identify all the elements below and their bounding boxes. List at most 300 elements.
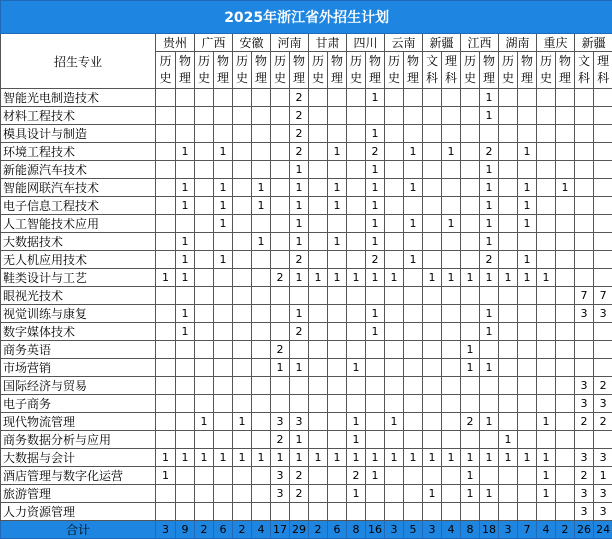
quota-cell bbox=[461, 233, 480, 251]
quota-cell: 3 bbox=[594, 395, 612, 413]
quota-cell: 1 bbox=[499, 269, 518, 287]
quota-cell: 1 bbox=[328, 197, 347, 215]
quota-cell bbox=[366, 107, 385, 125]
quota-cell bbox=[480, 125, 499, 143]
quota-cell: 1 bbox=[480, 413, 499, 431]
quota-cell: 1 bbox=[366, 305, 385, 323]
quota-cell: 1 bbox=[537, 449, 556, 467]
quota-cell bbox=[537, 161, 556, 179]
total-cell: 29 bbox=[290, 521, 309, 539]
quota-cell bbox=[156, 395, 176, 413]
quota-cell bbox=[233, 89, 252, 107]
table-row bbox=[1, 161, 612, 179]
subject-header: 理 科 bbox=[594, 52, 612, 89]
quota-cell bbox=[537, 215, 556, 233]
quota-cell bbox=[156, 251, 176, 269]
quota-cell: 2 bbox=[594, 413, 612, 431]
quota-cell bbox=[518, 287, 537, 305]
province-header: 甘肃 bbox=[309, 34, 347, 52]
quota-cell bbox=[537, 341, 556, 359]
quota-cell bbox=[309, 467, 328, 485]
quota-cell: 1 bbox=[480, 107, 499, 125]
quota-cell: 1 bbox=[347, 431, 366, 449]
quota-cell: 1 bbox=[252, 179, 271, 197]
quota-cell bbox=[366, 359, 385, 377]
quota-cell bbox=[156, 143, 176, 161]
quota-cell bbox=[233, 197, 252, 215]
quota-cell bbox=[156, 413, 176, 431]
quota-cell bbox=[347, 305, 366, 323]
quota-cell bbox=[499, 503, 518, 521]
quota-cell bbox=[233, 233, 252, 251]
quota-cell bbox=[404, 341, 423, 359]
quota-cell bbox=[309, 377, 328, 395]
quota-cell: 3 bbox=[271, 413, 290, 431]
quota-cell: 1 bbox=[461, 341, 480, 359]
total-row bbox=[1, 521, 612, 539]
quota-cell bbox=[537, 323, 556, 341]
quota-cell bbox=[518, 395, 537, 413]
major-name-cell: 鞋类设计与工艺 bbox=[1, 269, 156, 287]
quota-cell bbox=[575, 431, 594, 449]
quota-cell: 2 bbox=[461, 413, 480, 431]
quota-cell bbox=[156, 161, 176, 179]
quota-cell: 1 bbox=[366, 269, 385, 287]
quota-cell: 1 bbox=[214, 251, 233, 269]
quota-cell bbox=[518, 233, 537, 251]
quota-cell bbox=[271, 323, 290, 341]
quota-cell bbox=[290, 395, 309, 413]
quota-cell bbox=[214, 413, 233, 431]
quota-cell: 2 bbox=[347, 467, 366, 485]
quota-cell: 1 bbox=[442, 269, 461, 287]
quota-cell bbox=[271, 503, 290, 521]
quota-cell bbox=[499, 287, 518, 305]
quota-cell: 1 bbox=[366, 161, 385, 179]
quota-cell: 1 bbox=[461, 269, 480, 287]
quota-cell bbox=[252, 377, 271, 395]
quota-cell bbox=[423, 251, 442, 269]
quota-cell bbox=[233, 503, 252, 521]
quota-cell: 1 bbox=[309, 269, 328, 287]
quota-cell bbox=[233, 287, 252, 305]
quota-cell bbox=[214, 269, 233, 287]
quota-cell: 1 bbox=[442, 143, 461, 161]
quota-cell: 1 bbox=[347, 359, 366, 377]
quota-cell bbox=[499, 359, 518, 377]
quota-cell bbox=[214, 323, 233, 341]
quota-cell bbox=[442, 431, 461, 449]
quota-cell bbox=[556, 305, 575, 323]
quota-cell bbox=[461, 431, 480, 449]
total-cell: 17 bbox=[271, 521, 290, 539]
subject-header: 历 史 bbox=[271, 52, 290, 89]
quota-cell bbox=[404, 197, 423, 215]
quota-cell bbox=[347, 197, 366, 215]
quota-cell bbox=[423, 89, 442, 107]
quota-cell bbox=[156, 503, 176, 521]
quota-cell bbox=[518, 431, 537, 449]
quota-cell: 1 bbox=[176, 305, 195, 323]
quota-cell: 1 bbox=[404, 179, 423, 197]
quota-cell: 1 bbox=[366, 323, 385, 341]
quota-cell bbox=[347, 215, 366, 233]
quota-cell bbox=[156, 179, 176, 197]
quota-cell: 1 bbox=[366, 125, 385, 143]
quota-cell bbox=[195, 233, 214, 251]
quota-cell: 1 bbox=[556, 179, 575, 197]
quota-cell bbox=[385, 107, 404, 125]
quota-cell bbox=[156, 323, 176, 341]
table-row bbox=[1, 449, 612, 467]
quota-cell bbox=[442, 89, 461, 107]
table-row bbox=[1, 359, 612, 377]
quota-cell bbox=[233, 251, 252, 269]
quota-cell bbox=[328, 485, 347, 503]
quota-cell bbox=[214, 467, 233, 485]
quota-cell bbox=[499, 107, 518, 125]
quota-cell: 1 bbox=[480, 269, 499, 287]
province-header: 新疆 bbox=[575, 34, 612, 52]
table-row bbox=[1, 341, 612, 359]
quota-cell bbox=[594, 197, 612, 215]
major-name-cell: 环境工程技术 bbox=[1, 143, 156, 161]
quota-cell bbox=[214, 431, 233, 449]
quota-cell bbox=[499, 305, 518, 323]
quota-cell bbox=[195, 377, 214, 395]
quota-cell bbox=[347, 287, 366, 305]
table-row bbox=[1, 395, 612, 413]
major-name-cell: 模具设计与制造 bbox=[1, 125, 156, 143]
quota-cell: 1 bbox=[290, 431, 309, 449]
quota-cell bbox=[176, 377, 195, 395]
quota-cell: 1 bbox=[480, 449, 499, 467]
quota-cell bbox=[594, 215, 612, 233]
quota-cell bbox=[156, 215, 176, 233]
quota-cell bbox=[385, 485, 404, 503]
quota-cell: 2 bbox=[290, 485, 309, 503]
quota-cell bbox=[195, 287, 214, 305]
quota-cell: 1 bbox=[195, 449, 214, 467]
quota-cell bbox=[195, 161, 214, 179]
quota-cell bbox=[575, 359, 594, 377]
quota-cell bbox=[195, 215, 214, 233]
quota-cell bbox=[461, 287, 480, 305]
quota-cell: 1 bbox=[176, 251, 195, 269]
major-name-cell: 人力资源管理 bbox=[1, 503, 156, 521]
major-name-cell: 视觉训练与康复 bbox=[1, 305, 156, 323]
major-name-cell: 市场营销 bbox=[1, 359, 156, 377]
quota-cell bbox=[575, 251, 594, 269]
quota-cell: 1 bbox=[442, 449, 461, 467]
quota-cell bbox=[556, 233, 575, 251]
total-cell: 2 bbox=[556, 521, 575, 539]
quota-cell bbox=[328, 89, 347, 107]
quota-cell: 2 bbox=[271, 341, 290, 359]
quota-cell bbox=[156, 233, 176, 251]
quota-cell bbox=[556, 431, 575, 449]
total-cell: 7 bbox=[518, 521, 537, 539]
quota-cell bbox=[423, 503, 442, 521]
quota-cell bbox=[461, 377, 480, 395]
quota-cell bbox=[385, 143, 404, 161]
quota-cell bbox=[252, 485, 271, 503]
quota-cell bbox=[385, 233, 404, 251]
quota-cell: 1 bbox=[404, 449, 423, 467]
quota-cell bbox=[271, 161, 290, 179]
quota-cell bbox=[176, 341, 195, 359]
quota-cell bbox=[480, 341, 499, 359]
quota-cell bbox=[309, 341, 328, 359]
major-name-cell: 电子商务 bbox=[1, 395, 156, 413]
quota-cell bbox=[176, 287, 195, 305]
quota-cell bbox=[271, 179, 290, 197]
quota-cell bbox=[461, 503, 480, 521]
quota-cell bbox=[290, 287, 309, 305]
table-row bbox=[1, 377, 612, 395]
total-cell: 3 bbox=[499, 521, 518, 539]
quota-cell bbox=[290, 503, 309, 521]
quota-cell bbox=[518, 413, 537, 431]
quota-cell bbox=[461, 179, 480, 197]
quota-cell bbox=[233, 485, 252, 503]
quota-cell bbox=[271, 197, 290, 215]
quota-cell: 3 bbox=[594, 305, 612, 323]
province-header: 贵州 bbox=[156, 34, 195, 52]
table-row bbox=[1, 305, 612, 323]
quota-cell: 1 bbox=[328, 449, 347, 467]
quota-cell bbox=[594, 143, 612, 161]
total-cell: 2 bbox=[309, 521, 328, 539]
quota-cell bbox=[385, 503, 404, 521]
quota-cell: 1 bbox=[156, 467, 176, 485]
quota-cell bbox=[499, 233, 518, 251]
province-header: 云南 bbox=[385, 34, 423, 52]
quota-cell bbox=[290, 377, 309, 395]
quota-cell bbox=[252, 161, 271, 179]
quota-cell bbox=[385, 215, 404, 233]
major-name-cell: 智能光电制造技术 bbox=[1, 89, 156, 107]
quota-cell bbox=[290, 341, 309, 359]
major-name-cell: 材料工程技术 bbox=[1, 107, 156, 125]
quota-cell: 1 bbox=[461, 467, 480, 485]
quota-cell bbox=[556, 89, 575, 107]
quota-cell bbox=[271, 143, 290, 161]
quota-cell bbox=[404, 413, 423, 431]
total-cell: 2 bbox=[233, 521, 252, 539]
quota-cell: 1 bbox=[195, 413, 214, 431]
quota-cell bbox=[252, 395, 271, 413]
quota-cell bbox=[499, 143, 518, 161]
quota-cell: 1 bbox=[480, 215, 499, 233]
quota-cell bbox=[252, 503, 271, 521]
province-header: 四川 bbox=[347, 34, 385, 52]
quota-cell bbox=[233, 323, 252, 341]
quota-cell bbox=[347, 395, 366, 413]
quota-cell: 1 bbox=[347, 269, 366, 287]
quota-cell bbox=[423, 413, 442, 431]
quota-cell bbox=[537, 377, 556, 395]
quota-cell: 2 bbox=[366, 251, 385, 269]
quota-cell bbox=[442, 179, 461, 197]
total-cell: 8 bbox=[461, 521, 480, 539]
quota-cell bbox=[404, 233, 423, 251]
quota-cell bbox=[575, 107, 594, 125]
quota-cell bbox=[347, 179, 366, 197]
quota-cell bbox=[518, 485, 537, 503]
subject-header: 历 史 bbox=[499, 52, 518, 89]
subject-header: 历 史 bbox=[195, 52, 214, 89]
quota-cell bbox=[252, 251, 271, 269]
quota-cell: 2 bbox=[575, 467, 594, 485]
quota-cell: 2 bbox=[271, 269, 290, 287]
quota-cell bbox=[423, 107, 442, 125]
quota-cell bbox=[252, 359, 271, 377]
quota-cell bbox=[537, 89, 556, 107]
total-cell: 24 bbox=[594, 521, 612, 539]
quota-cell bbox=[385, 125, 404, 143]
quota-cell: 3 bbox=[575, 305, 594, 323]
quota-cell bbox=[423, 323, 442, 341]
quota-cell: 2 bbox=[271, 431, 290, 449]
quota-cell bbox=[385, 377, 404, 395]
table-row bbox=[1, 89, 612, 107]
quota-cell bbox=[518, 503, 537, 521]
quota-cell bbox=[328, 107, 347, 125]
major-name-cell: 酒店管理与数字化运营 bbox=[1, 467, 156, 485]
quota-cell: 1 bbox=[480, 179, 499, 197]
total-cell: 4 bbox=[537, 521, 556, 539]
table-row bbox=[1, 215, 612, 233]
subject-header: 历 史 bbox=[537, 52, 556, 89]
quota-cell bbox=[385, 359, 404, 377]
quota-cell: 1 bbox=[518, 143, 537, 161]
quota-cell: 1 bbox=[176, 197, 195, 215]
major-name-cell: 国际经济与贸易 bbox=[1, 377, 156, 395]
quota-cell bbox=[556, 341, 575, 359]
quota-cell bbox=[366, 287, 385, 305]
quota-cell bbox=[195, 179, 214, 197]
quota-cell bbox=[252, 305, 271, 323]
quota-cell: 1 bbox=[290, 179, 309, 197]
quota-cell bbox=[347, 89, 366, 107]
quota-cell: 2 bbox=[290, 251, 309, 269]
quota-cell: 1 bbox=[518, 251, 537, 269]
quota-cell bbox=[309, 125, 328, 143]
table-row bbox=[1, 287, 612, 305]
quota-cell bbox=[328, 215, 347, 233]
quota-cell: 1 bbox=[347, 413, 366, 431]
quota-cell: 1 bbox=[404, 143, 423, 161]
quota-cell: 1 bbox=[518, 449, 537, 467]
quota-cell bbox=[556, 161, 575, 179]
quota-cell: 1 bbox=[290, 305, 309, 323]
quota-cell: 1 bbox=[385, 269, 404, 287]
quota-cell bbox=[518, 125, 537, 143]
quota-cell bbox=[309, 233, 328, 251]
province-header: 江西 bbox=[461, 34, 499, 52]
quota-cell: 3 bbox=[575, 449, 594, 467]
quota-cell bbox=[271, 215, 290, 233]
quota-cell: 1 bbox=[233, 413, 252, 431]
quota-cell bbox=[404, 503, 423, 521]
quota-cell bbox=[214, 395, 233, 413]
quota-cell bbox=[271, 89, 290, 107]
subject-header: 物 理 bbox=[556, 52, 575, 89]
subject-header: 物 理 bbox=[480, 52, 499, 89]
quota-cell bbox=[309, 485, 328, 503]
subject-header: 历 史 bbox=[385, 52, 404, 89]
subject-header: 文 科 bbox=[575, 52, 594, 89]
quota-cell bbox=[575, 179, 594, 197]
quota-cell bbox=[556, 269, 575, 287]
quota-cell bbox=[176, 395, 195, 413]
quota-cell: 1 bbox=[290, 359, 309, 377]
quota-cell bbox=[594, 179, 612, 197]
quota-cell bbox=[328, 323, 347, 341]
quota-cell bbox=[556, 125, 575, 143]
quota-cell bbox=[214, 377, 233, 395]
quota-cell bbox=[556, 467, 575, 485]
quota-cell bbox=[480, 287, 499, 305]
quota-cell bbox=[233, 107, 252, 125]
subject-header: 物 理 bbox=[328, 52, 347, 89]
major-name-cell: 无人机应用技术 bbox=[1, 251, 156, 269]
table-row bbox=[1, 107, 612, 125]
table-row bbox=[1, 413, 612, 431]
quota-cell bbox=[480, 395, 499, 413]
table-row bbox=[1, 269, 612, 287]
quota-cell: 1 bbox=[328, 269, 347, 287]
total-cell: 16 bbox=[366, 521, 385, 539]
quota-cell bbox=[423, 143, 442, 161]
quota-cell: 1 bbox=[518, 197, 537, 215]
quota-cell bbox=[442, 341, 461, 359]
quota-cell bbox=[499, 125, 518, 143]
table-title: 2025年浙江省外招生计划 bbox=[1, 1, 612, 34]
quota-cell bbox=[252, 413, 271, 431]
quota-cell bbox=[233, 179, 252, 197]
quota-cell bbox=[575, 197, 594, 215]
quota-cell bbox=[309, 287, 328, 305]
quota-cell: 1 bbox=[252, 449, 271, 467]
quota-cell bbox=[537, 503, 556, 521]
quota-cell bbox=[480, 431, 499, 449]
quota-cell bbox=[404, 485, 423, 503]
quota-cell bbox=[499, 413, 518, 431]
quota-cell bbox=[537, 431, 556, 449]
quota-cell bbox=[556, 323, 575, 341]
quota-cell bbox=[156, 287, 176, 305]
major-name-cell: 智能网联汽车技术 bbox=[1, 179, 156, 197]
quota-cell bbox=[233, 341, 252, 359]
total-label: 合计 bbox=[1, 521, 156, 539]
quota-cell bbox=[556, 197, 575, 215]
quota-cell bbox=[499, 251, 518, 269]
quota-cell: 1 bbox=[290, 269, 309, 287]
quota-cell bbox=[442, 305, 461, 323]
major-name-cell: 电子信息工程技术 bbox=[1, 197, 156, 215]
quota-cell bbox=[309, 431, 328, 449]
quota-cell: 1 bbox=[214, 143, 233, 161]
quota-cell bbox=[176, 431, 195, 449]
quota-cell bbox=[156, 359, 176, 377]
subject-header: 历 史 bbox=[156, 52, 176, 89]
title-row bbox=[1, 1, 612, 34]
quota-cell: 1 bbox=[347, 485, 366, 503]
quota-cell bbox=[442, 377, 461, 395]
quota-cell bbox=[176, 503, 195, 521]
